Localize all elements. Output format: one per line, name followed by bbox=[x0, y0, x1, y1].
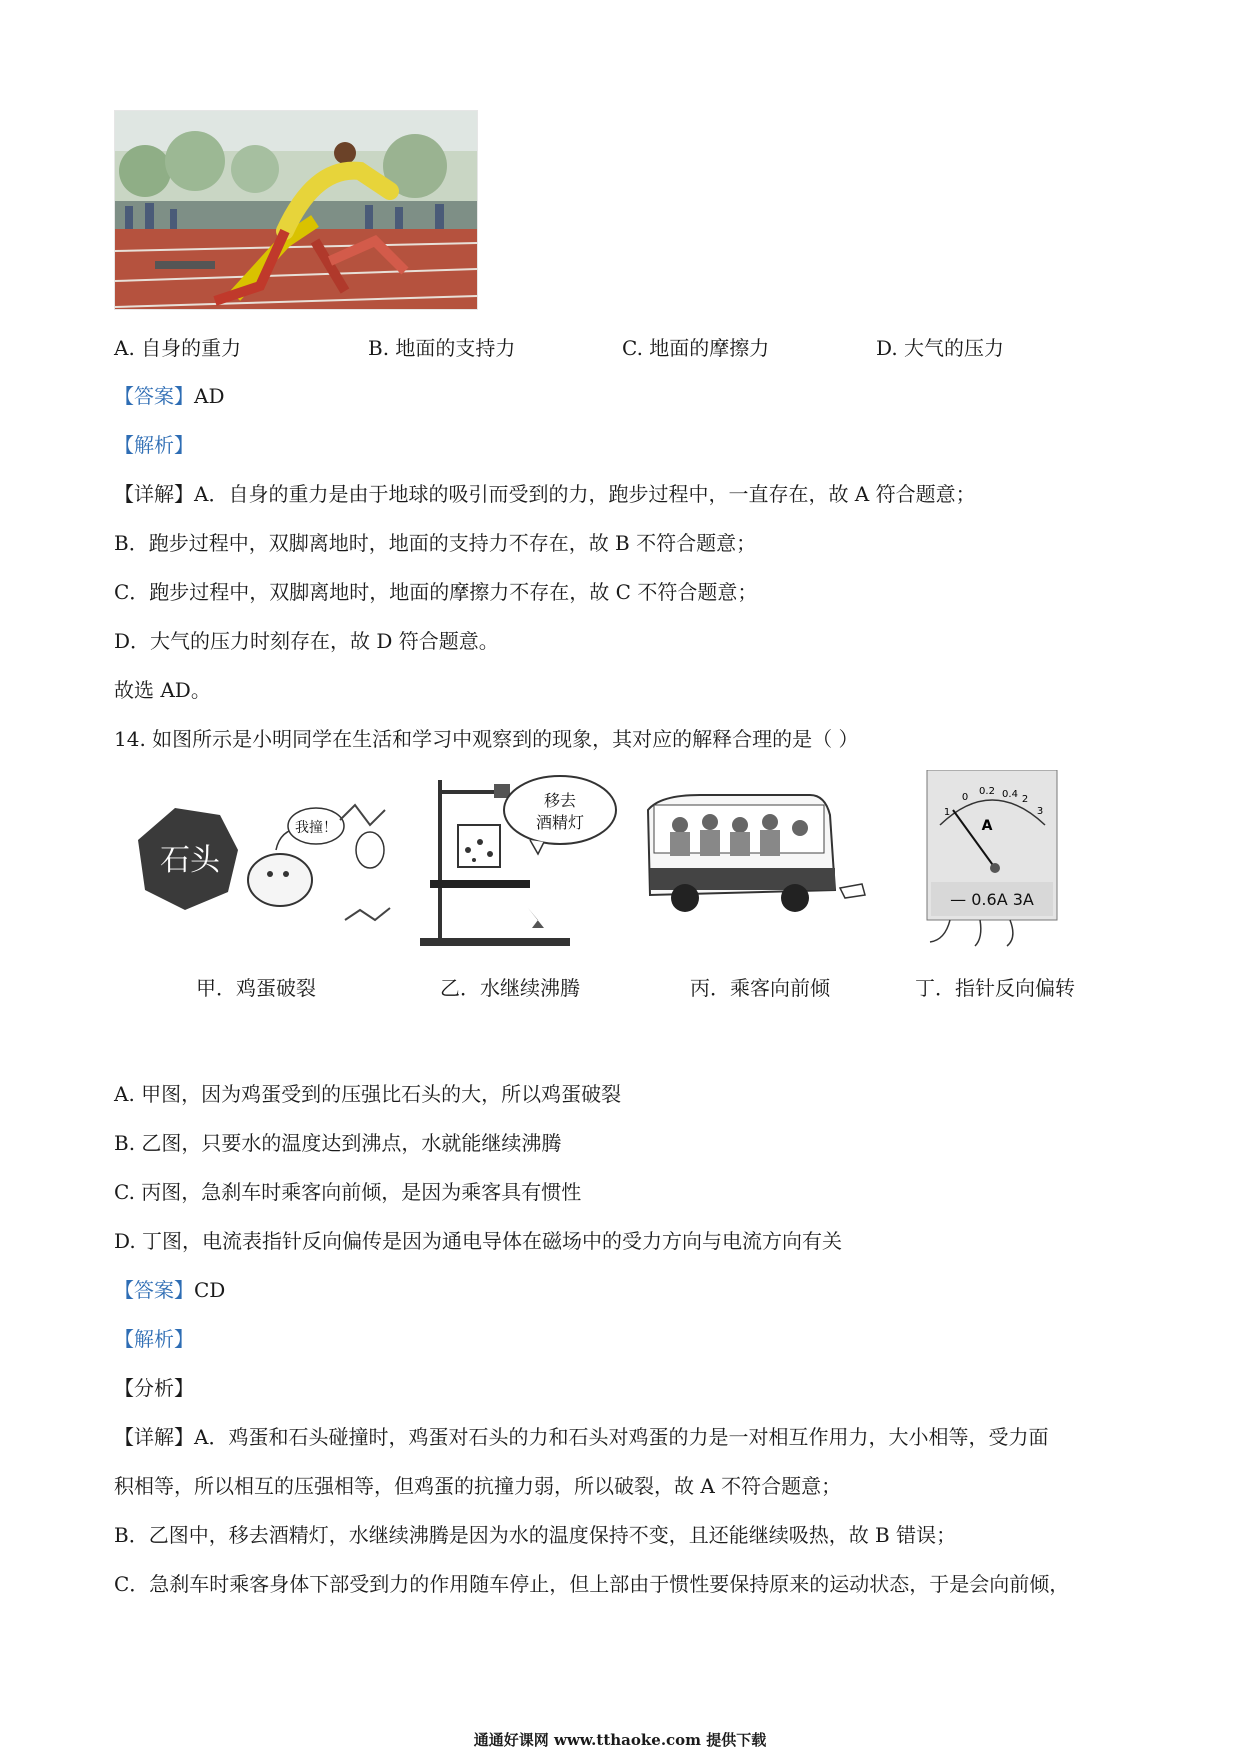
q14-detail-line: C．急刹车时乘客身体下部受到力的作用随车停止，但上部由于惯性要保持原来的运动状态，于是会向前倾， bbox=[114, 1572, 1070, 1596]
q13-option-c: C. 地面的摩擦力 bbox=[622, 336, 770, 360]
q13-option-b: B. 地面的支持力 bbox=[368, 336, 516, 360]
q13-answer: 【答案】AD bbox=[114, 384, 225, 408]
scale-2: 2 bbox=[1021, 794, 1029, 805]
scale-0: 0 bbox=[961, 792, 969, 803]
caption-ding: 丁．指针反向偏转 bbox=[915, 976, 1075, 1000]
meter-range-label: — 0.6A 3A bbox=[950, 890, 1034, 909]
q13-detail-line: 【详解】A．自身的重力是由于地球的吸引而受到的力，跑步过程中，一直存在，故 A 符合题意； bbox=[114, 482, 976, 506]
figure-yi bbox=[410, 770, 630, 950]
q14-detail-line: B．乙图中，移去酒精灯，水继续沸腾是因为水的温度保持不变，且还能继续吸热，故 B 错误； bbox=[114, 1523, 957, 1547]
q14-answer: 【答案】CD bbox=[114, 1278, 226, 1302]
q14-option-a: A. 甲图，因为鸡蛋受到的压强比石头的大，所以鸡蛋破裂 bbox=[114, 1082, 622, 1106]
q13-option-a: A. 自身的重力 bbox=[114, 336, 242, 360]
bubble-line-1: 移去 bbox=[543, 791, 577, 810]
q14-detail-line: 【详解】A．鸡蛋和石头碰撞时，鸡蛋对石头的力和石头对鸡蛋的力是一对相互作用力，大小相等，受力面 bbox=[114, 1425, 1049, 1449]
q13-option-d: D. 大气的压力 bbox=[876, 336, 1005, 360]
q13-detail-line: D．大气的压力时刻存在，故 D 符合题意。 bbox=[114, 629, 499, 653]
q14-analysis-tag: 【解析】 bbox=[114, 1327, 194, 1351]
figure-bing bbox=[640, 770, 880, 950]
q14-stem: 14. 如图所示是小明同学在生活和学习中观察到的现象，其对应的解释合理的是（ ） bbox=[114, 727, 859, 751]
sprinter-photo bbox=[114, 110, 478, 310]
meter-unit-label: A bbox=[981, 818, 993, 834]
stone-label: 石头 bbox=[160, 843, 220, 878]
q14-option-d: D. 丁图，电流表指针反向偏传是因为通电导体在磁场中的受力方向与电流方向有关 bbox=[114, 1229, 843, 1253]
figure-ding bbox=[925, 770, 1065, 950]
caption-yi: 乙．水继续沸腾 bbox=[440, 976, 580, 1000]
q14-detail-line: 积相等，所以相互的压强相等，但鸡蛋的抗撞力弱，所以破裂，故 A 不符合题意； bbox=[114, 1474, 842, 1498]
scale-0-2: 0.2 bbox=[979, 786, 995, 797]
bubble-line-2: 酒精灯 bbox=[535, 813, 585, 832]
q13-detail-line: B．跑步过程中，双脚离地时，地面的支持力不存在，故 B 不符合题意； bbox=[114, 531, 757, 555]
q14-fenxi-tag: 【分析】 bbox=[114, 1376, 194, 1400]
scale-3: 3 bbox=[1036, 806, 1044, 817]
page-footer: 通通好课网 www.tthaoke.com 提供下载 bbox=[473, 1731, 767, 1749]
q13-detail-line: C．跑步过程中，双脚离地时，地面的摩擦力不存在，故 C 不符合题意； bbox=[114, 580, 758, 604]
scale-0-4: 0.4 bbox=[1002, 789, 1018, 800]
caption-jia: 甲．鸡蛋破裂 bbox=[196, 976, 316, 1000]
speech-bubble-text: 我撞！ bbox=[295, 820, 337, 836]
q14-option-b: B. 乙图，只要水的温度达到沸点，水就能继续沸腾 bbox=[114, 1131, 562, 1155]
caption-bing: 丙．乘客向前倾 bbox=[690, 976, 830, 1000]
q13-conclusion: 故选 AD。 bbox=[114, 678, 211, 702]
q13-analysis-tag: 【解析】 bbox=[114, 433, 194, 457]
q14-option-c: C. 丙图，急刹车时乘客向前倾，是因为乘客具有惯性 bbox=[114, 1180, 582, 1204]
figure-jia bbox=[130, 770, 400, 950]
scale-1: 1 bbox=[943, 807, 951, 818]
